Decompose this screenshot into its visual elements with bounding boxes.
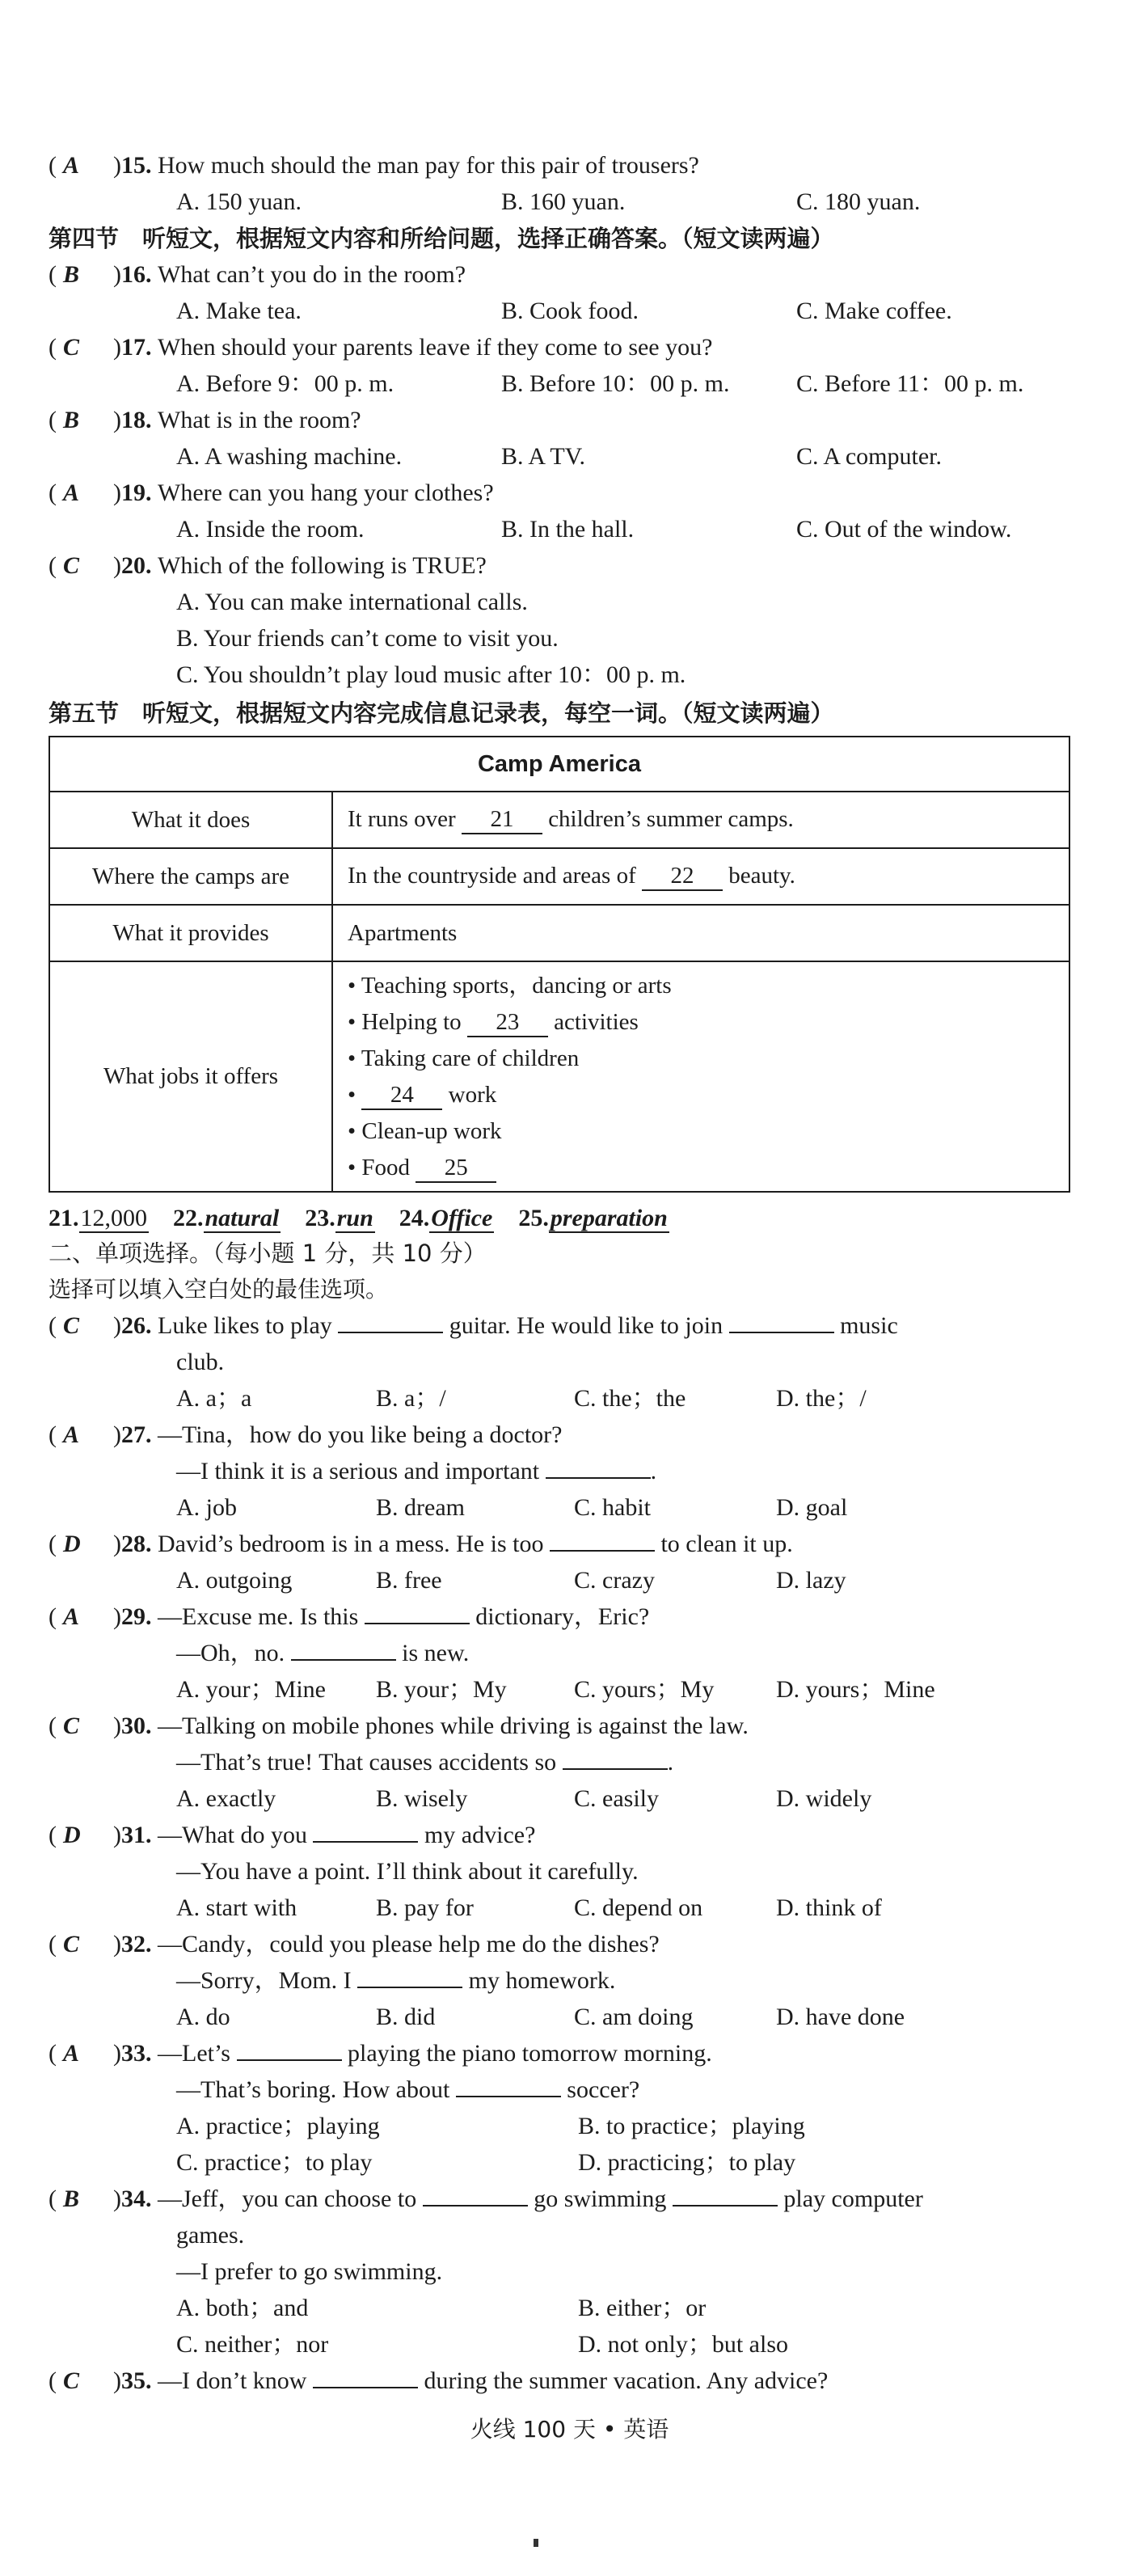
option-b: B. your；My bbox=[376, 1676, 507, 1703]
option-b: B. Before 10：00 p. m. bbox=[501, 370, 730, 397]
camp-america-table bbox=[49, 736, 1070, 1193]
blank-25: 25 bbox=[416, 1154, 496, 1183]
option-b: B. a；/ bbox=[376, 1385, 446, 1412]
option-b: B. wisely bbox=[376, 1785, 468, 1812]
answers-21-25: 21.12,000 22.natural 23.run 24.Office 25.preparation bbox=[49, 1205, 668, 1231]
list-item: • Clean-up work bbox=[348, 1117, 502, 1144]
list-item: • Food 25 bbox=[348, 1150, 1054, 1186]
question-15: ( A )15. How much should the man pay for this pair of trousers? bbox=[49, 152, 699, 179]
option-d: D. not only；but also bbox=[578, 2331, 788, 2358]
option-b: B. In the hall. bbox=[501, 516, 635, 543]
option-c: C. practice；to play bbox=[176, 2149, 373, 2176]
row-value bbox=[332, 961, 1069, 1192]
question-17: ( C )17. When should your parents leave if they come to see you? bbox=[49, 334, 713, 361]
option-d: D. lazy bbox=[776, 1567, 846, 1594]
blank-22: 22 bbox=[642, 862, 723, 891]
option-c: C. am doing bbox=[574, 2004, 694, 2030]
part-2-instruction: 选择可以填入空白处的最佳选项。 bbox=[49, 1276, 389, 1303]
option-d: D. goal bbox=[776, 1494, 848, 1521]
question-19: ( A )19. Where can you hang your clothes? bbox=[49, 479, 494, 506]
option-c: C. the；the bbox=[574, 1385, 686, 1412]
option-c: C. A computer. bbox=[796, 443, 942, 470]
option-c: C. easily bbox=[574, 1785, 659, 1812]
option-c: C. neither；nor bbox=[176, 2331, 329, 2358]
option-a: A. your；Mine bbox=[176, 1676, 326, 1703]
option-d: D. yours；Mine bbox=[776, 1676, 935, 1703]
blank-21: 21 bbox=[462, 805, 542, 834]
option-a: A. Inside the room. bbox=[176, 516, 365, 543]
question-27: ( A )27. —Tina，how do you like being a doctor? bbox=[49, 1421, 563, 1448]
option-a: A. job bbox=[176, 1494, 237, 1521]
option-b: B. to practice；playing bbox=[578, 2113, 805, 2139]
option-a: A. exactly bbox=[176, 1785, 276, 1812]
question-29: ( A )29. —Excuse me. Is this dictionary，Eric? bbox=[49, 1603, 650, 1630]
option-c: C. habit bbox=[574, 1494, 651, 1521]
list-item: • 24 work bbox=[348, 1077, 1054, 1113]
option-d: D. the；/ bbox=[776, 1385, 867, 1412]
row-value: In the countryside and areas of 22 beauty. bbox=[332, 848, 1069, 905]
question-16: ( B )16. What can’t you do in the room? bbox=[49, 261, 466, 288]
option-c: C. Out of the window. bbox=[796, 516, 1012, 543]
option-d: D. think of bbox=[776, 1894, 882, 1921]
option-c: C. 180 yuan. bbox=[796, 188, 921, 215]
answer-letter: A bbox=[63, 152, 80, 179]
question-35: ( C )35. —I don’t know during the summer vacation. Any advice? bbox=[49, 2367, 829, 2394]
option-b: B. 160 yuan. bbox=[501, 188, 626, 215]
option-d: D. practicing；to play bbox=[578, 2149, 796, 2176]
option-b: B. either；or bbox=[578, 2295, 707, 2321]
list-item: • Helping to 23 activities bbox=[348, 1004, 1054, 1041]
question-text: How much should the man pay for this pair of trousers? bbox=[158, 152, 699, 179]
option-c: C. depend on bbox=[574, 1894, 703, 1921]
table-title: Camp America bbox=[49, 737, 1069, 792]
row-label: What it provides bbox=[49, 905, 332, 961]
print-mark bbox=[534, 2539, 538, 2547]
option-d: D. have done bbox=[776, 2004, 905, 2030]
option-b: B. did bbox=[376, 2004, 436, 2030]
blank-23: 23 bbox=[467, 1008, 548, 1037]
question-33: ( A )33. —Let’s playing the piano tomorrow morning. bbox=[49, 2040, 712, 2067]
option-a: A. Before 9：00 p. m. bbox=[176, 370, 394, 397]
question-28: ( D )28. David’s bedroom is in a mess. He is too to clean it up. bbox=[49, 1531, 793, 1557]
row-value: Apartments bbox=[332, 905, 1069, 961]
option-b: B. Your friends can’t come to visit you. bbox=[176, 625, 559, 652]
option-a: A. start with bbox=[176, 1894, 297, 1921]
row-value: It runs over 21 children’s summer camps. bbox=[332, 792, 1069, 848]
option-c: C. yours；My bbox=[574, 1676, 715, 1703]
list-item: • Taking care of children bbox=[348, 1045, 580, 1071]
option-c: C. crazy bbox=[574, 1567, 655, 1594]
option-a: A. do bbox=[176, 2004, 230, 2030]
question-26: ( C )26. Luke likes to play guitar. He would like to join music bbox=[49, 1312, 898, 1339]
row-label: What jobs it offers bbox=[49, 961, 332, 1192]
option-a: A. practice；playing bbox=[176, 2113, 380, 2139]
question-20: ( C )20. Which of the following is TRUE? bbox=[49, 552, 487, 579]
option-b: B. Cook food. bbox=[501, 298, 639, 324]
section-5-heading: 第五节 听短文，根据短文内容完成信息记录表，每空一词。（短文读两遍） bbox=[49, 699, 834, 727]
option-a: A. A washing machine. bbox=[176, 443, 403, 470]
option-b: B. dream bbox=[376, 1494, 465, 1521]
blank-24: 24 bbox=[361, 1081, 442, 1110]
section-4-heading: 第四节 听短文，根据短文内容和所给问题，选择正确答案。（短文读两遍） bbox=[49, 225, 834, 252]
row-label: What it does bbox=[49, 792, 332, 848]
row-label: Where the camps are bbox=[49, 848, 332, 905]
option-a: A. Make tea. bbox=[176, 298, 302, 324]
option-b: B. A TV. bbox=[501, 443, 585, 470]
option-b: B. free bbox=[376, 1567, 442, 1594]
question-30: ( C )30. —Talking on mobile phones while driving is against the law. bbox=[49, 1712, 749, 1739]
part-2-heading: 二、单项选择。（每小题 1 分，共 10 分） bbox=[49, 1239, 487, 1267]
option-c: C. Make coffee. bbox=[796, 298, 952, 324]
option-a: A. You can make international calls. bbox=[176, 589, 528, 615]
option-a: A. both；and bbox=[176, 2295, 309, 2321]
question-34: ( B )34. —Jeff，you can choose to go swimming play computer bbox=[49, 2185, 923, 2212]
option-b: B. pay for bbox=[376, 1894, 474, 1921]
question-32: ( C )32. —Candy，could you please help me do the dishes? bbox=[49, 1931, 660, 1957]
option-a: A. a；a bbox=[176, 1385, 252, 1412]
option-c: C. You shouldn’t play loud music after 10：00 p. m. bbox=[176, 661, 686, 688]
question-31: ( D )31. —What do you my advice? bbox=[49, 1822, 536, 1848]
list-item: • Teaching sports，dancing or arts bbox=[348, 972, 672, 999]
page-footer: 火线 100 天 • 英语 bbox=[470, 2416, 669, 2443]
option-d: D. widely bbox=[776, 1785, 872, 1812]
option-a: A. 150 yuan. bbox=[176, 188, 302, 215]
option-c: C. Before 11：00 p. m. bbox=[796, 370, 1024, 397]
option-a: A. outgoing bbox=[176, 1567, 293, 1594]
question-18: ( B )18. What is in the room? bbox=[49, 407, 361, 433]
